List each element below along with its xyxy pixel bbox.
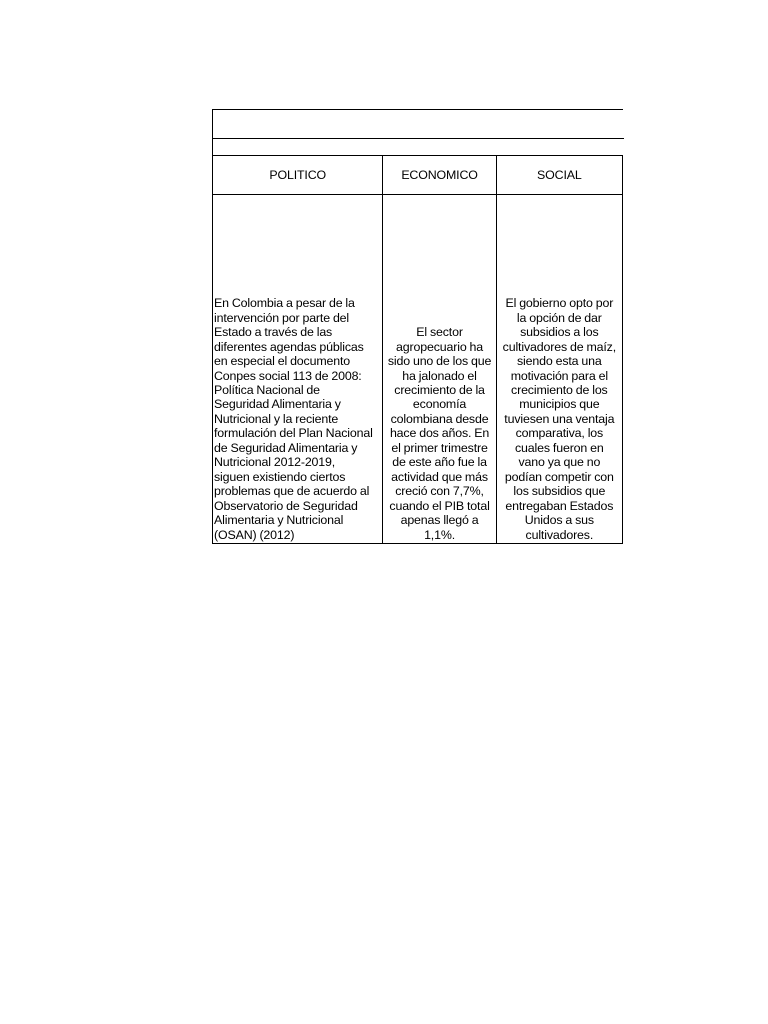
cell-politico-text: En Colombia a pesar de la intervención por parte del Estado a través de las diferentes agendas públicas en especial el documento Conpes social 113 de 2008: Política Nacional de Seguridad Alimentaria y Nutricional y la reciente formulación del Plan Nacional de Seguridad Alimentaria y Nutricional 2012-2019, siguen existiendo ciertos problemas que de acuerdo al Observatorio de Seguridad Alimentaria y Nutricional (OSAN) (2012)	[214, 296, 373, 542]
cell-economico-text: El sector agropecuario ha sido uno de los que ha jalonado el crecimiento de la economía colombiana desde hace dos años. En el primer trimestre de este año fue la actividad que más creció con 7,7%, cuando el PIB total apenas llegó a 1,1%.	[387, 325, 492, 542]
cell-social	[496, 195, 622, 544]
header-social: SOCIAL	[496, 156, 622, 195]
comparison-table	[212, 155, 623, 544]
header-politico: POLITICO	[213, 156, 383, 195]
cell-social-text: El gobierno opto por la opción de dar subsidios a los cultivadores de maíz, siendo esta una motivación para el crecimiento de los municipios que tuviesen una ventaja comparativa, los cuales fueron en vano ya que no podían competir con los subsidios que entregaban Estados Unidos a sus cultivadores.	[502, 296, 616, 542]
merged-title-rows	[212, 109, 623, 155]
header-row	[213, 156, 623, 195]
cell-economico	[383, 195, 496, 544]
row-divider	[213, 138, 624, 139]
spreadsheet-table	[212, 109, 623, 542]
header-economico: ECONOMICO	[383, 156, 496, 195]
cell-politico	[213, 195, 383, 544]
content-row	[213, 195, 623, 544]
